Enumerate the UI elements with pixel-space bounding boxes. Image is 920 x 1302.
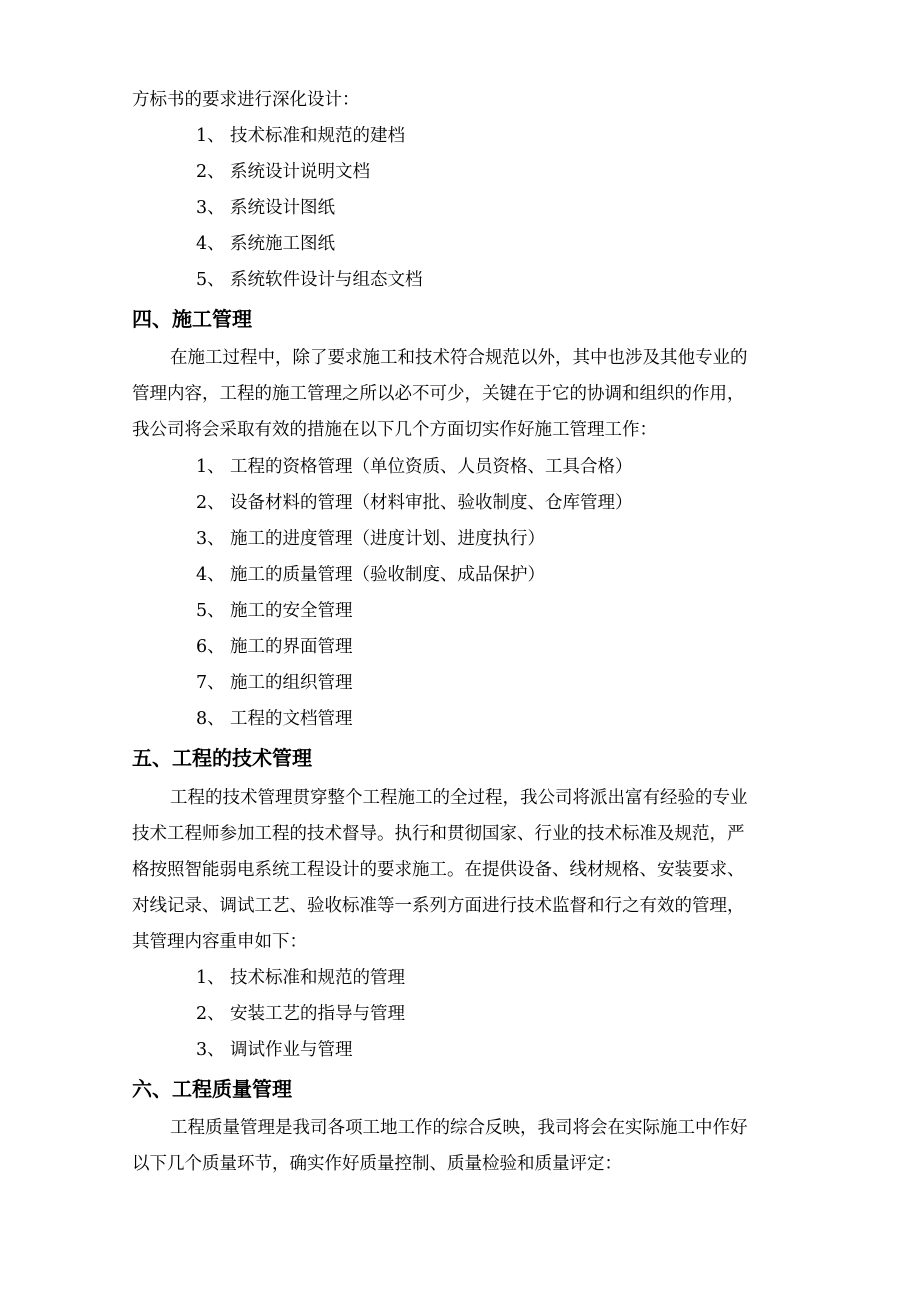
list-item-number: 1、 xyxy=(196,457,225,477)
list-item-text: 工程的资格管理（单位资质、人员资格、工具合格） xyxy=(230,457,633,477)
list-item-text: 技术标准和规范的管理 xyxy=(230,968,405,988)
list-item-number: 7、 xyxy=(196,673,225,693)
paragraph-line: 工程质量管理是我司各项工地工作的综合反映，我司将会在实际施工中作好 xyxy=(170,1118,748,1138)
list-item xyxy=(0,268,920,292)
list-item-number: 5、 xyxy=(196,601,225,621)
list-item-number: 4、 xyxy=(196,234,225,254)
list-item xyxy=(0,671,920,695)
list-item-text: 调试作业与管理 xyxy=(230,1040,353,1060)
list-item-text: 技术标准和规范的建档 xyxy=(230,126,405,146)
list-item xyxy=(0,455,920,479)
list-item-text: 系统设计说明文档 xyxy=(230,162,370,182)
list-item xyxy=(0,196,920,220)
list-item-number: 1、 xyxy=(196,968,225,988)
list-item-number: 2、 xyxy=(196,162,225,182)
list-item-text: 系统施工图纸 xyxy=(230,234,335,254)
list-item xyxy=(0,124,920,148)
list-item xyxy=(0,160,920,184)
list-item-text: 施工的进度管理（进度计划、进度执行） xyxy=(230,529,545,549)
list-item-number: 8、 xyxy=(196,709,225,729)
list-item-text: 系统软件设计与组态文档 xyxy=(230,270,423,290)
paragraph-line: 在施工过程中，除了要求施工和技术符合规范以外，其中也涉及其他专业的 xyxy=(170,348,748,368)
paragraph-line: 方标书的要求进行深化设计： xyxy=(132,90,360,110)
list-item-text: 工程的文档管理 xyxy=(230,709,353,729)
list-item-text: 施工的界面管理 xyxy=(230,637,353,657)
list-item-text: 施工的质量管理（验收制度、成品保护） xyxy=(230,565,545,585)
list-item-number: 1、 xyxy=(196,126,225,146)
list-item xyxy=(0,491,920,515)
list-item xyxy=(0,232,920,256)
paragraph-line: 我公司将会采取有效的措施在以下几个方面切实作好施工管理工作： xyxy=(132,420,657,440)
list-item-text: 施工的安全管理 xyxy=(230,601,353,621)
list-item xyxy=(0,563,920,587)
list-item-number: 3、 xyxy=(196,1040,225,1060)
paragraph-line: 格按照智能弱电系统工程设计的要求施工。在提供设备、线材规格、安装要求、 xyxy=(132,860,745,880)
list-item xyxy=(0,635,920,659)
list-item xyxy=(0,1038,920,1062)
list-item-number: 3、 xyxy=(196,529,225,549)
list-item-number: 4、 xyxy=(196,565,225,585)
paragraph-line: 管理内容，工程的施工管理之所以必不可少，关键在于它的协调和组织的作用， xyxy=(132,384,745,404)
list-item xyxy=(0,966,920,990)
list-item xyxy=(0,1002,920,1026)
section-heading: 四、施工管理 xyxy=(132,307,252,331)
paragraph-line: 技术工程师参加工程的技术督导。执行和贯彻国家、行业的技术标准及规范，严 xyxy=(132,824,745,844)
list-item xyxy=(0,599,920,623)
list-item-number: 5、 xyxy=(196,270,225,290)
paragraph-line: 工程的技术管理贯穿整个工程施工的全过程，我公司将派出富有经验的专业 xyxy=(170,788,748,808)
list-item-number: 2、 xyxy=(196,493,225,513)
list-item-number: 6、 xyxy=(196,637,225,657)
list-item-text: 安装工艺的指导与管理 xyxy=(230,1004,405,1024)
list-item-number: 2、 xyxy=(196,1004,225,1024)
list-item-text: 系统设计图纸 xyxy=(230,198,335,218)
list-item xyxy=(0,527,920,551)
section-heading: 六、工程质量管理 xyxy=(132,1077,292,1101)
list-item-text: 设备材料的管理（材料审批、验收制度、仓库管理） xyxy=(230,493,633,513)
paragraph-line: 其管理内容重申如下： xyxy=(132,932,307,952)
paragraph-line: 对线记录、调试工艺、验收标准等一系列方面进行技术监督和行之有效的管理， xyxy=(132,896,745,916)
list-item-text: 施工的组织管理 xyxy=(230,673,353,693)
section-heading: 五、工程的技术管理 xyxy=(132,746,312,770)
list-item xyxy=(0,707,920,731)
list-item-number: 3、 xyxy=(196,198,225,218)
paragraph-line: 以下几个质量环节，确实作好质量控制、质量检验和质量评定： xyxy=(132,1154,622,1174)
